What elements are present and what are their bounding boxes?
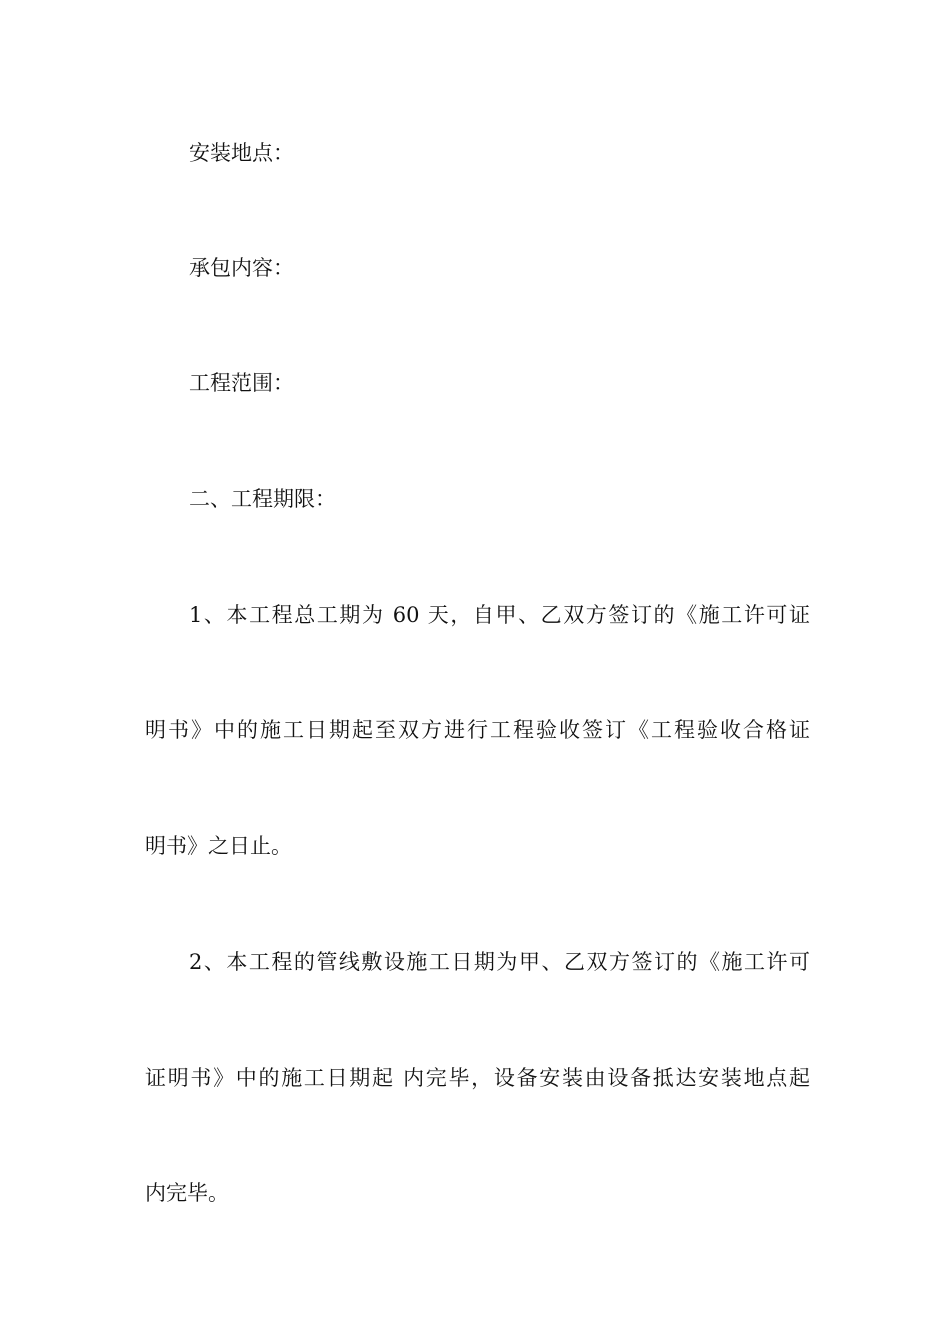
section-heading-project-period: 二、工程期限： xyxy=(189,487,336,511)
clause-1-line-2: 明书》中的施工日期起至双方进行工程验收签订《工程验收合格证 xyxy=(145,718,810,742)
clause-2-line-1: 2、本工程的管线敷设施工日期为甲、乙双方签订的《施工许可 xyxy=(189,950,810,974)
clause-2-line-2: 证明书》中的施工日期起 内完毕，设备安装由设备抵达安装地点起 xyxy=(145,1066,810,1090)
project-scope-label: 工程范围： xyxy=(189,371,294,395)
installation-location-label: 安装地点： xyxy=(189,141,294,165)
clause-2-line-3: 内完毕。 xyxy=(145,1181,229,1205)
contract-content-label: 承包内容： xyxy=(189,256,294,280)
clause-1-line-3: 明书》之日止。 xyxy=(145,834,292,858)
clause-1-line-1: 1、本工程总工期为 60 天，自甲、乙双方签订的《施工许可证 xyxy=(189,603,810,627)
